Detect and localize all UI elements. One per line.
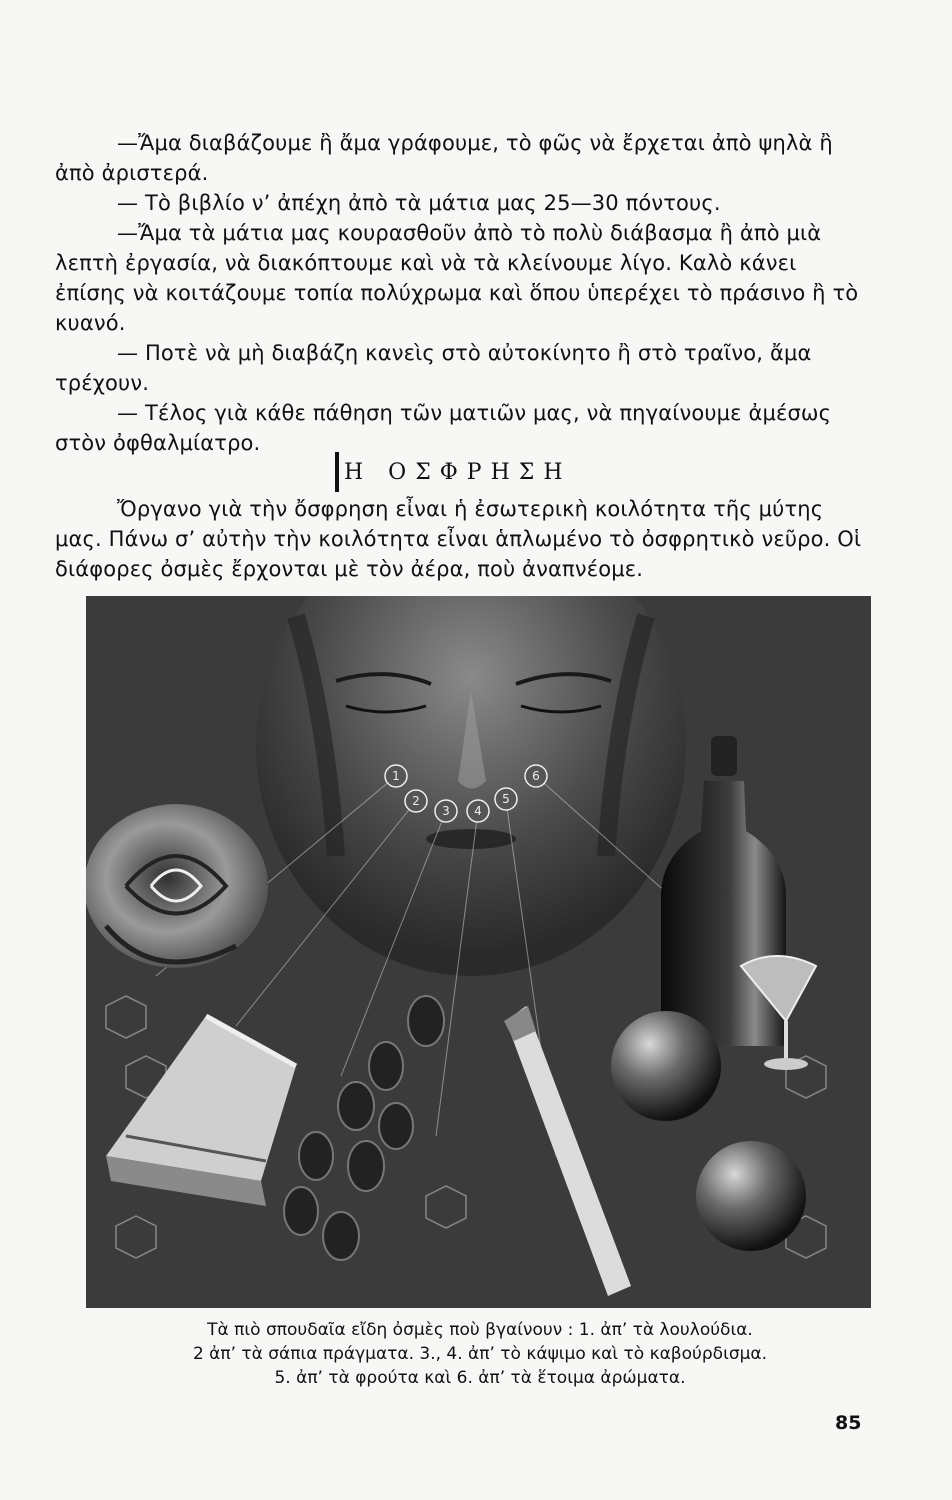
marker-6	[525, 765, 547, 787]
caption-line-3: 5. ἀπ’ τὰ φρούτα καὶ 6. ἀπ’ τὰ ἕτοιμα ἀρώματα.	[274, 1368, 686, 1388]
svg-text:6: 6	[532, 769, 540, 783]
margin-mark	[335, 452, 339, 492]
paragraph-rest: —Ἄμα τὰ μάτια μας κουρασθοῦν ἀπὸ τὸ πολὺ διάβασμα ἢ ἀπὸ μιὰ λεπτὴ ἐργασία, νὰ διακόπτουμε καὶ νὰ τὰ κλείνουμε λίγο. Καλὸ κάνει ἐπίσης νὰ κοιτάζουμε τοπία πολύχρωμα καὶ ὅπου ὑπερέχει τὸ πράσινο ἢ τὸ κυανό.	[55, 221, 859, 335]
marker-3	[435, 800, 457, 822]
marker-5	[495, 788, 517, 810]
marker-2	[405, 790, 427, 812]
paragraph-vehicle: — Ποτὲ νὰ μὴ διαβάζη κανεὶς στὸ αὐτοκίνητο ἢ στὸ τραῖνο, ἄμα τρέχουν.	[55, 341, 812, 395]
smell-illustration	[86, 596, 871, 1308]
svg-text:5: 5	[502, 792, 510, 806]
figure-caption	[100, 1318, 860, 1390]
marker-4	[467, 800, 489, 822]
svg-text:3: 3	[442, 804, 450, 818]
paragraph-distance: — Τὸ βιβλίο ν’ ἀπέχη ἀπὸ τὰ μάτια μας 25—30 πόντους.	[117, 191, 721, 215]
svg-text:2: 2	[412, 794, 420, 808]
paragraph-doctor: — Τέλος γιὰ κάθε πάθηση τῶν ματιῶν μας, νὰ πηγαίνουμε ἀμέσως στὸν ὀφθαλμίατρο.	[55, 401, 832, 455]
paragraph-light: —Ἄμα διαβάζουμε ἢ ἄμα γράφουμε, τὸ φῶς νὰ ἔρχεται ἀπὸ ψηλὰ ἢ ἀπὸ ἀριστερά.	[55, 131, 833, 185]
svg-text:1: 1	[392, 769, 400, 783]
rose-image	[86, 804, 268, 968]
caption-line-2: 2 ἀπ’ τὰ σάπια πράγματα. 3., 4. ἀπ’ τὸ κάψιμο καὶ τὸ καβούρδισμα.	[192, 1344, 768, 1364]
page-number: 85	[835, 1412, 862, 1434]
advice-list	[55, 128, 863, 458]
svg-text:4: 4	[474, 804, 482, 818]
marker-1	[385, 765, 407, 787]
section-body	[55, 494, 863, 584]
caption-line-1: Τὰ πιὸ σπουδαῖα εἴδη ὀσμὲς ποὺ βγαίνουν : 1. ἀπ’ τὰ λουλούδια.	[207, 1320, 753, 1340]
paragraph-smell-organ: Ὄργανο γιὰ τὴν ὄσφρηση εἶναι ἡ ἐσωτερικὴ κοιλότητα τῆς μύτης μας. Πάνω σ’ αὐτὴν τὴν κοιλότητα εἶναι ἁπλωμένο τὸ ὀσφρητικὸ νεῦρο. Οἱ διάφορες ὀσμὲς ἔρχονται μὲ τὸν ἀέρα, ποὺ ἀναπνέομε.	[55, 497, 862, 581]
section-title: Η ΟΣΦΡΗΣΗ	[344, 459, 572, 485]
section-heading	[335, 452, 572, 492]
